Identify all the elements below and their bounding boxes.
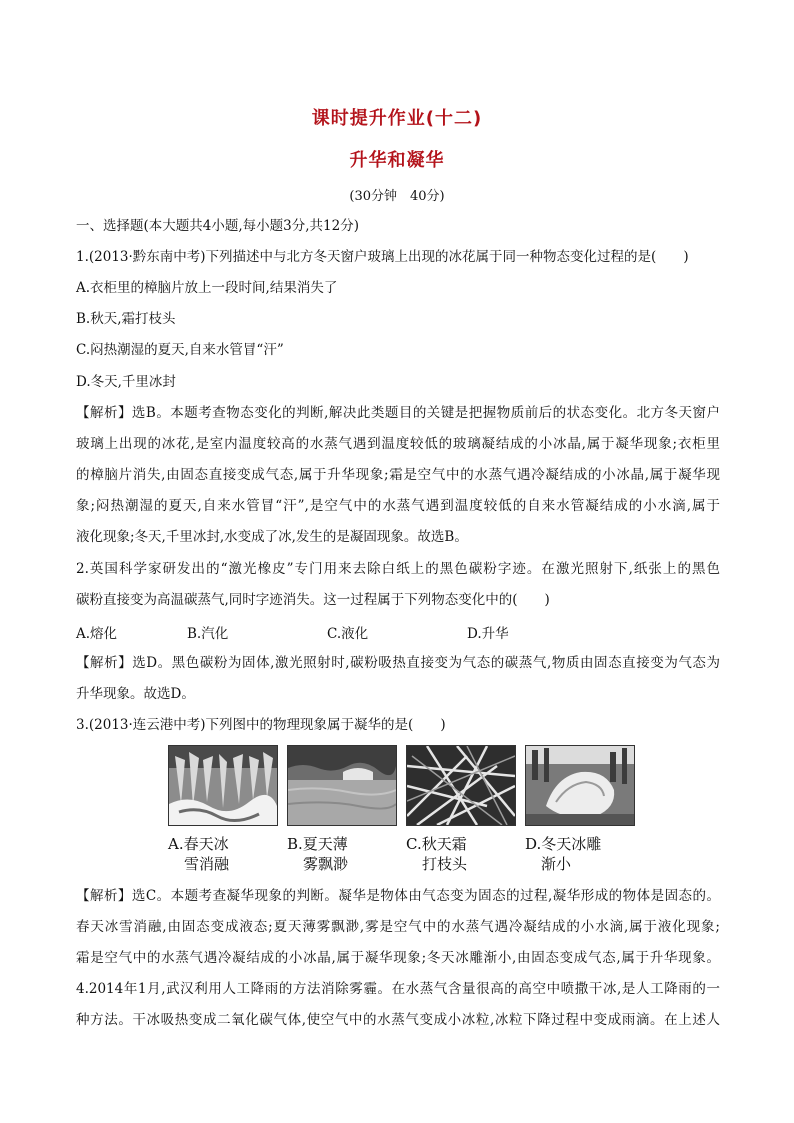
q1-analysis-line: 的樟脑片消失,由固态直接变成气态,属于升华现象;霜是空气中的水蒸气遇冷凝结成的小冰晶,属于凝华现	[76, 467, 720, 483]
frost-grass-photo	[406, 745, 516, 826]
q3-figure-a-caption	[168, 834, 278, 874]
q2-analysis-line: 【解析】选D。黑色碳粉为固体,激光照射时,碳粉吸热直接变为气态的碳蒸气,物质由固态直接变为气态为	[76, 655, 720, 671]
page-subtitle: 升华和凝华	[349, 150, 445, 171]
q1-analysis-line: 玻璃上出现的冰花,是室内温度较高的水蒸气遇到温度较低的玻璃凝结成的小冰晶,属于凝华现象;衣柜里	[76, 436, 720, 452]
section-heading: 一、选择题(本大题共4小题,每小题3分,共12分)	[76, 218, 359, 234]
q1-analysis-line: 【解析】选B。本题考查物态变化的判断,解决此类题目的关键是把握物质前后的状态变化。北方冬天窗户	[76, 405, 720, 421]
caption-line: A.春天冰	[168, 835, 229, 853]
q3-analysis-line: 【解析】选C。本题考查凝华现象的判断。凝华是物体由气态变为固态的过程,凝华形成的物体是固态的。	[76, 888, 720, 904]
snow-melting-photo	[168, 745, 278, 826]
q1-stem: 1.(2013·黔东南中考)下列描述中与北方冬天窗户玻璃上出现的冰花属于同一种物态变化过程的是( )	[76, 249, 689, 265]
caption-line: C.秋天霜	[406, 835, 467, 853]
q2-stem-line: 2.英国科学家研发出的“激光橡皮”专门用来去除白纸上的黑色碳粉字迹。在激光照射下,纸张上的黑色	[76, 561, 720, 577]
caption-line: 雪消融	[184, 855, 230, 873]
q3-analysis-line: 霜是空气中的水蒸气遇冷凝结成的小冰晶,属于凝华现象;冬天冰雕渐小,由固态变成气态,属于升华现象。	[76, 950, 720, 966]
q2-analysis-line: 升华现象。故选D。	[76, 686, 195, 702]
caption-line: B.夏天薄	[287, 835, 348, 853]
q2-stem-line: 碳粉直接变为高温碳蒸气,同时字迹消失。这一过程属于下列物态变化中的( )	[76, 592, 550, 608]
time-score-note: (30分钟 40分)	[349, 189, 445, 204]
q1-analysis-line: 液化现象;冬天,千里冰封,水变成了冰,发生的是凝固现象。故选B。	[76, 529, 468, 545]
q3-analysis-line: 春天冰雪消融,由固态变成液态;夏天薄雾飘渺,雾是空气中的水蒸气遇冷凝结成的小水滴,属于液化现象;	[76, 919, 720, 935]
q3-figure-b-caption	[287, 834, 397, 874]
caption-line: 雾飘渺	[303, 855, 349, 873]
q3-figure-d	[525, 745, 635, 874]
caption-line: 渐小	[541, 855, 572, 873]
q1-option-c: C.闷热潮湿的夏天,自来水管冒“汗”	[76, 342, 284, 358]
q2-option-a: A.熔化	[76, 626, 118, 642]
page-title: 课时提升作业(十二)	[311, 108, 483, 129]
q1-option-a: A.衣柜里的樟脑片放上一段时间,结果消失了	[76, 280, 338, 296]
q3-stem: 3.(2013·连云港中考)下列图中的物理现象属于凝华的是( )	[76, 717, 446, 733]
q3-figure-c	[406, 745, 516, 874]
q2-option-b: B.汽化	[187, 626, 229, 642]
caption-line: D.冬天冰雕	[525, 835, 602, 853]
q2-option-d: D.升华	[467, 626, 509, 642]
q1-option-d: D.冬天,千里冰封	[76, 374, 176, 390]
q4-stem-line: 4.2014年1月,武汉利用人工降雨的方法消除雾霾。在水蒸气含量很高的高空中喷撒干冰,是人工降雨的一	[76, 981, 720, 997]
q3-figure-d-caption	[525, 834, 635, 874]
q3-figure-row	[0, 745, 794, 875]
q1-option-b: B.秋天,霜打枝头	[76, 311, 176, 327]
q3-figure-a	[168, 745, 278, 874]
q1-analysis-line: 象;闷热潮湿的夏天,自来水管冒“汗”,是空气中的水蒸气遇到温度较低的自来水管凝结成的小水滴,属于	[76, 498, 720, 514]
caption-line: 打枝头	[422, 855, 468, 873]
q2-option-c: C.液化	[327, 626, 369, 642]
q3-figure-b	[287, 745, 397, 874]
ice-sculpture-photo	[525, 745, 635, 826]
q4-stem-line: 种方法。干冰吸热变成二氧化碳气体,使空气中的水蒸气变成小冰粒,冰粒下降过程中变成雨滴。在上述人	[76, 1012, 720, 1028]
q3-figure-c-caption	[406, 834, 516, 874]
mist-lake-photo	[287, 745, 397, 826]
